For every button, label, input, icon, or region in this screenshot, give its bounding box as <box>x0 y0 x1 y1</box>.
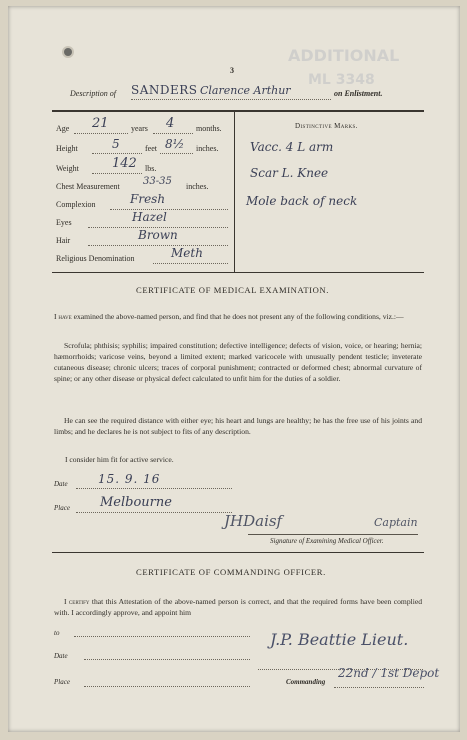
box-top-rule <box>52 110 424 112</box>
age-months: 4 <box>166 116 175 131</box>
height-label: Height <box>56 144 78 153</box>
chest-label: Chest Measurement <box>56 182 120 191</box>
marks-line-3: Mole back of neck <box>246 194 358 208</box>
chest-value: 33-35 <box>143 176 172 187</box>
medical-para-4: I consider him fit for active service. <box>65 455 174 464</box>
age-years: 21 <box>92 116 109 131</box>
hair-value: Brown <box>138 228 178 242</box>
medical-para-1 <box>54 311 422 322</box>
months-label: months. <box>196 124 222 133</box>
box-bottom-rule <box>52 272 424 273</box>
religion-value: Meth <box>171 246 203 260</box>
years-label: years <box>131 124 148 133</box>
eyes-label: Eyes <box>56 218 72 227</box>
attestation-page <box>8 6 460 732</box>
svg-text:ML 3348: ML 3348 <box>308 72 375 88</box>
commanding-para <box>54 596 422 618</box>
header-prefix: Description of <box>70 89 116 98</box>
given-names: Clarence Arthur <box>200 84 291 97</box>
medical-date-label: Date <box>54 480 68 488</box>
svg-text:ADDITIONAL: ADDITIONAL <box>288 46 400 65</box>
medical-officer-signature: JHDaisf <box>224 512 283 530</box>
marks-line-1: Vacc. 4 L arm <box>250 140 334 154</box>
medical-para-1-lead: I have <box>54 312 72 321</box>
commanding-title: CERTIFICATE OF COMMANDING OFFICER. <box>136 567 326 577</box>
commanding-label: Commanding <box>286 678 326 686</box>
medical-date-value: 15. 9. 16 <box>98 472 161 486</box>
page-number: 3 <box>230 66 234 75</box>
medical-place-label: Place <box>54 504 70 512</box>
hair-label: Hair <box>56 236 71 245</box>
box-divider <box>234 112 235 272</box>
age-label: Age <box>56 124 70 133</box>
section-divider <box>52 552 424 553</box>
medical-para-1-text: examined the above-named person, and find that he does not present any of the following conditions, viz.:— <box>73 312 404 321</box>
medical-officer-rank: Captain <box>374 516 418 529</box>
medical-para-3: He can see the required distance with either eye; his heart and lungs are healthy; he has the free use of his joints and limbs; and he declares he is not subject to fits of any description. <box>54 416 422 436</box>
medical-signature-label: Signature of Examining Medical Officer. <box>270 537 384 545</box>
commanding-para-text: that this Attestation of the above-named person is correct, and that the required forms have been complied with. I accordingly approve, and appoint him <box>54 597 422 617</box>
feet-label: feet <box>145 144 157 153</box>
commanding-unit: 22nd / 1st Depot <box>338 666 440 680</box>
marks-line-2: Scar L. Knee <box>250 166 329 180</box>
medical-para-2: Scrofula; phthisis; syphilis; impaired constitution; defective intelligence; defects of vision, voice, or hearing; hernia; hæmorrhoids; varicose veins, beyond a limited extent; marked varicocele with unusually pendent testicle; inveterate cutaneous disease; chronic ulcers; traces of corporal punishment; contracted or deformed chest; abnormal curvature of spine; or any other disease or physical defect calculated to unfit him for the duties of a soldier. <box>54 341 422 383</box>
complexion-value: Fresh <box>130 192 166 206</box>
commanding-place-label: Place <box>54 678 70 686</box>
height-feet: 5 <box>112 137 120 151</box>
commanding-to-label: to <box>54 629 60 637</box>
weight-label: Weight <box>56 164 79 173</box>
inches-label: inches. <box>196 144 219 153</box>
eyes-value: Hazel <box>132 210 167 224</box>
religion-label: Religious Denomination <box>56 254 135 263</box>
chest-unit: inches. <box>186 182 209 191</box>
complexion-label: Complexion <box>56 200 96 209</box>
medical-title: CERTIFICATE OF MEDICAL EXAMINATION. <box>136 285 329 295</box>
surname: SANDERS <box>131 83 198 97</box>
distinctive-marks-title: Distinctive Marks. <box>295 122 358 130</box>
height-inches: 8½ <box>165 137 185 151</box>
weight-value: 142 <box>112 156 137 171</box>
commanding-para-lead: I certify <box>64 597 90 606</box>
weight-unit: lbs. <box>145 164 157 173</box>
commanding-date-label: Date <box>54 652 68 660</box>
commanding-officer-signature: J.P. Beattie Lieut. <box>270 630 409 649</box>
header-suffix: on Enlistment. <box>334 89 383 98</box>
punch-hole <box>64 48 72 56</box>
medical-place-value: Melbourne <box>100 495 172 510</box>
